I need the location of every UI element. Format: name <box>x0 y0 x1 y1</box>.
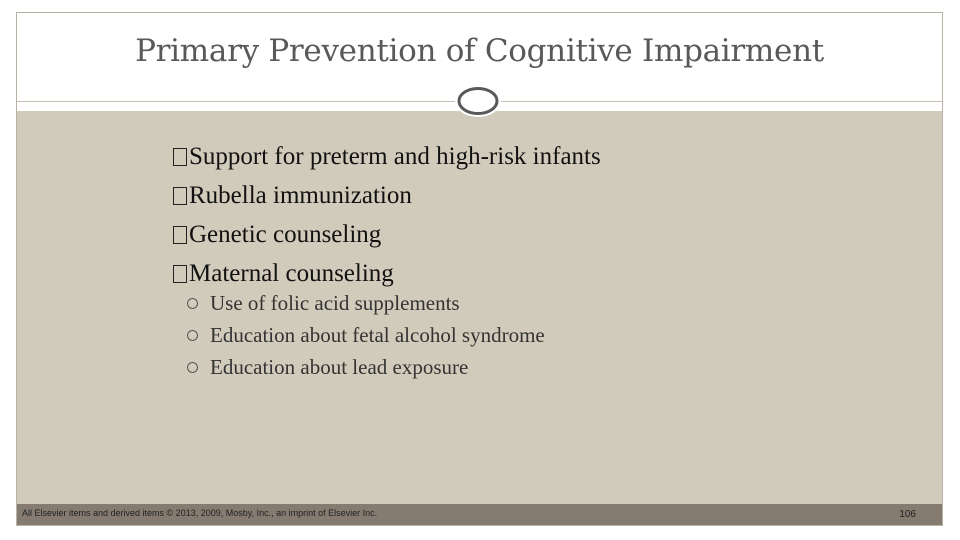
bullet-item <box>173 137 601 176</box>
bullet-text: Rubella immunization <box>189 182 412 209</box>
page-number: 106 <box>899 509 916 520</box>
sub-bullet-item <box>187 351 545 383</box>
missing-glyph-icon <box>173 187 187 205</box>
bullet-item <box>173 215 601 254</box>
bullet-text: Genetic counseling <box>189 221 382 248</box>
missing-glyph-icon <box>173 226 187 244</box>
sub-bullet-text: Use of folic acid supplements <box>210 291 460 315</box>
bullet-text: Maternal counseling <box>189 260 394 287</box>
ring-ornament-icon <box>453 83 503 119</box>
sub-bullet-list <box>187 287 545 383</box>
sub-bullet-text: Education about fetal alcohol syndrome <box>210 323 545 347</box>
bullet-list <box>173 137 601 293</box>
missing-glyph-icon <box>173 148 187 166</box>
slide <box>16 12 943 526</box>
bullet-item <box>173 176 601 215</box>
copyright-text: All Elsevier items and derived items © 2013, 2009, Mosby, Inc., an imprint of Elsevier Inc. <box>22 508 378 518</box>
sub-bullet-item <box>187 287 545 319</box>
sub-bullet-text: Education about lead exposure <box>210 355 469 379</box>
missing-glyph-icon <box>173 265 187 283</box>
ring-bullet-icon <box>187 330 198 341</box>
sub-bullet-item <box>187 319 545 351</box>
slide-title: Primary Prevention of Cognitive Impairment <box>135 33 824 69</box>
ring-bullet-icon <box>187 362 198 373</box>
ring-bullet-icon <box>187 298 198 309</box>
bullet-text: Support for preterm and high-risk infants <box>189 143 601 170</box>
